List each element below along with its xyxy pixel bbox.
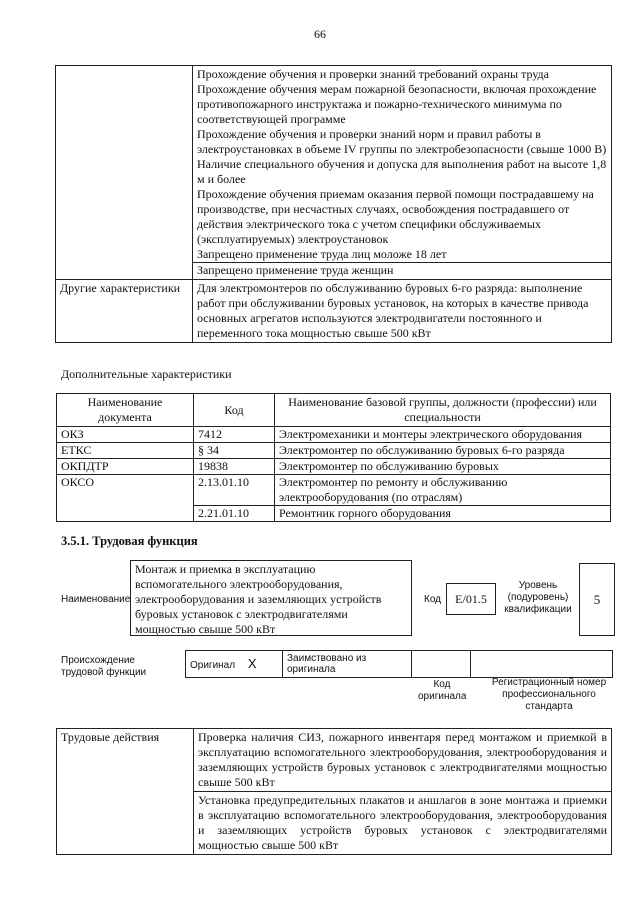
table-cell: 7412 [194,427,275,443]
table-cell: 19838 [194,459,275,475]
additional-characteristics-title: Дополнительные характеристики [61,367,232,381]
code-label: Код [424,594,442,605]
list-item: Запрещено применение труда женщин [193,262,611,278]
reg-number-caption: Регистрационный номер профессионального стандарта [491,677,607,712]
list-item: Прохождение обучения приемам оказания первой помощи пострадавшему на производстве, при несчастных случаях, освобождения пострадавшего от действия электрического тока с учетом специфики обслуживаемых (эксплуатируемых) электроустановок [197,187,594,246]
table-row [186,651,613,678]
list-item: Запрещено применение труда лиц моложе 18 лет [197,247,447,261]
other-characteristics-text: Для электромонтеров по обслуживанию буровых 6-го разряда: выполнение работ при обслуживании буровых установок, на которых в качестве привода основных агрегатов используются электродвигатели постоянного и переменного тока мощностью свыше 500 кВт [193,280,612,343]
requirements-table [55,65,612,343]
classification-table [56,393,611,522]
column-header: Код [194,394,275,427]
function-name-box: Монтаж и приемка в эксплуатацию вспомогательного электрооборудования, электрооборудования и заземляющих устройств буровых установок с электродвигателями мощностью свыше 500 кВт [130,560,412,636]
actions-table [56,728,612,855]
action-item: Установка предупредительных плакатов и аншлагов в зоне монтажа и приемки в эксплуатацию вспомогательного электрооборудования, электрооборудования и заземляющих устройств буровых установок с электродвигателями мощностью свыше 500 кВт [194,792,612,855]
original-mark: X [247,655,257,671]
list-item: Прохождение обучения и проверки знаний требований охраны труда [197,67,549,81]
page-number: 66 [314,27,326,41]
column-header: Наименование базовой группы, должности (профессии) или специальности [275,394,611,427]
table-row [56,66,612,280]
original-cell [186,651,283,678]
table-cell: ЕТКС [57,443,194,459]
table-cell: Электромеханики и монтеры электрического оборудования [275,427,611,443]
other-characteristics-label: Другие характеристики [56,280,193,343]
table-cell: Электромонтер по обслуживанию буровых [275,459,611,475]
code-original-cell [412,651,471,678]
column-header: Наименование документа [57,394,194,427]
list-item: Наличие специального обучения и допуска для выполнения работ на высоте 1,8 м и более [197,157,607,186]
function-title: 3.5.1. Трудовая функция [61,534,198,548]
qualification-level-box: 5 [579,563,615,636]
table-header-row [57,394,611,427]
table-row [57,427,611,443]
table-cell: ОКЗ [57,427,194,443]
table-cell: ОКСО [57,475,194,522]
table-cell: Электромонтер по ремонту и обслуживанию электрооборудования (по отраслям) [275,475,611,506]
list-item: Прохождение обучения мерам пожарной безопасности, включая прохождение противопожарного инструктажа и пожарно-технического минимума по соответствующей программе [197,82,597,126]
table-cell: 2.13.01.10 [194,475,275,506]
function-code-box: Е/01.5 [446,583,496,615]
table-row [57,475,611,506]
origin-table [185,650,613,678]
origin-label: Происхождение трудовой функции [61,655,147,678]
qualification-level-label: Уровень (подуровень) квалификации [504,580,572,615]
table-cell: ОКПДТР [57,459,194,475]
table-row [57,443,611,459]
table-cell: 2.21.01.10 [194,506,275,522]
table-row [56,280,612,343]
table-cell: Ремонтник горного оборудования [275,506,611,522]
table-cell: § 34 [194,443,275,459]
code-original-caption: Код оригинала [418,679,467,702]
requirements-cell [193,66,612,280]
actions-label: Трудовые действия [57,729,194,855]
table-row [57,459,611,475]
original-label: Оригинал [190,659,236,671]
name-label: Наименование [61,594,131,605]
action-item: Проверка наличия СИЗ, пожарного инвентаря перед монтажом и приемкой в эксплуатацию вспомогательного электрооборудования, электрооборудования и заземляющих устройств буровых установок с электродвигателями мощностью свыше 500 кВт [194,729,612,792]
empty-cell [56,66,193,280]
table-row [57,729,612,792]
borrowed-cell: Заимствовано из оригинала [283,651,412,678]
table-cell: Электромонтер по обслуживанию буровых 6-го разряда [275,443,611,459]
reg-number-cell [471,651,613,678]
list-item: Прохождение обучения и проверки знаний норм и правил работы в электроустановках в объеме IV группы по электробезопасности (свыше 1000 В) [197,127,607,156]
